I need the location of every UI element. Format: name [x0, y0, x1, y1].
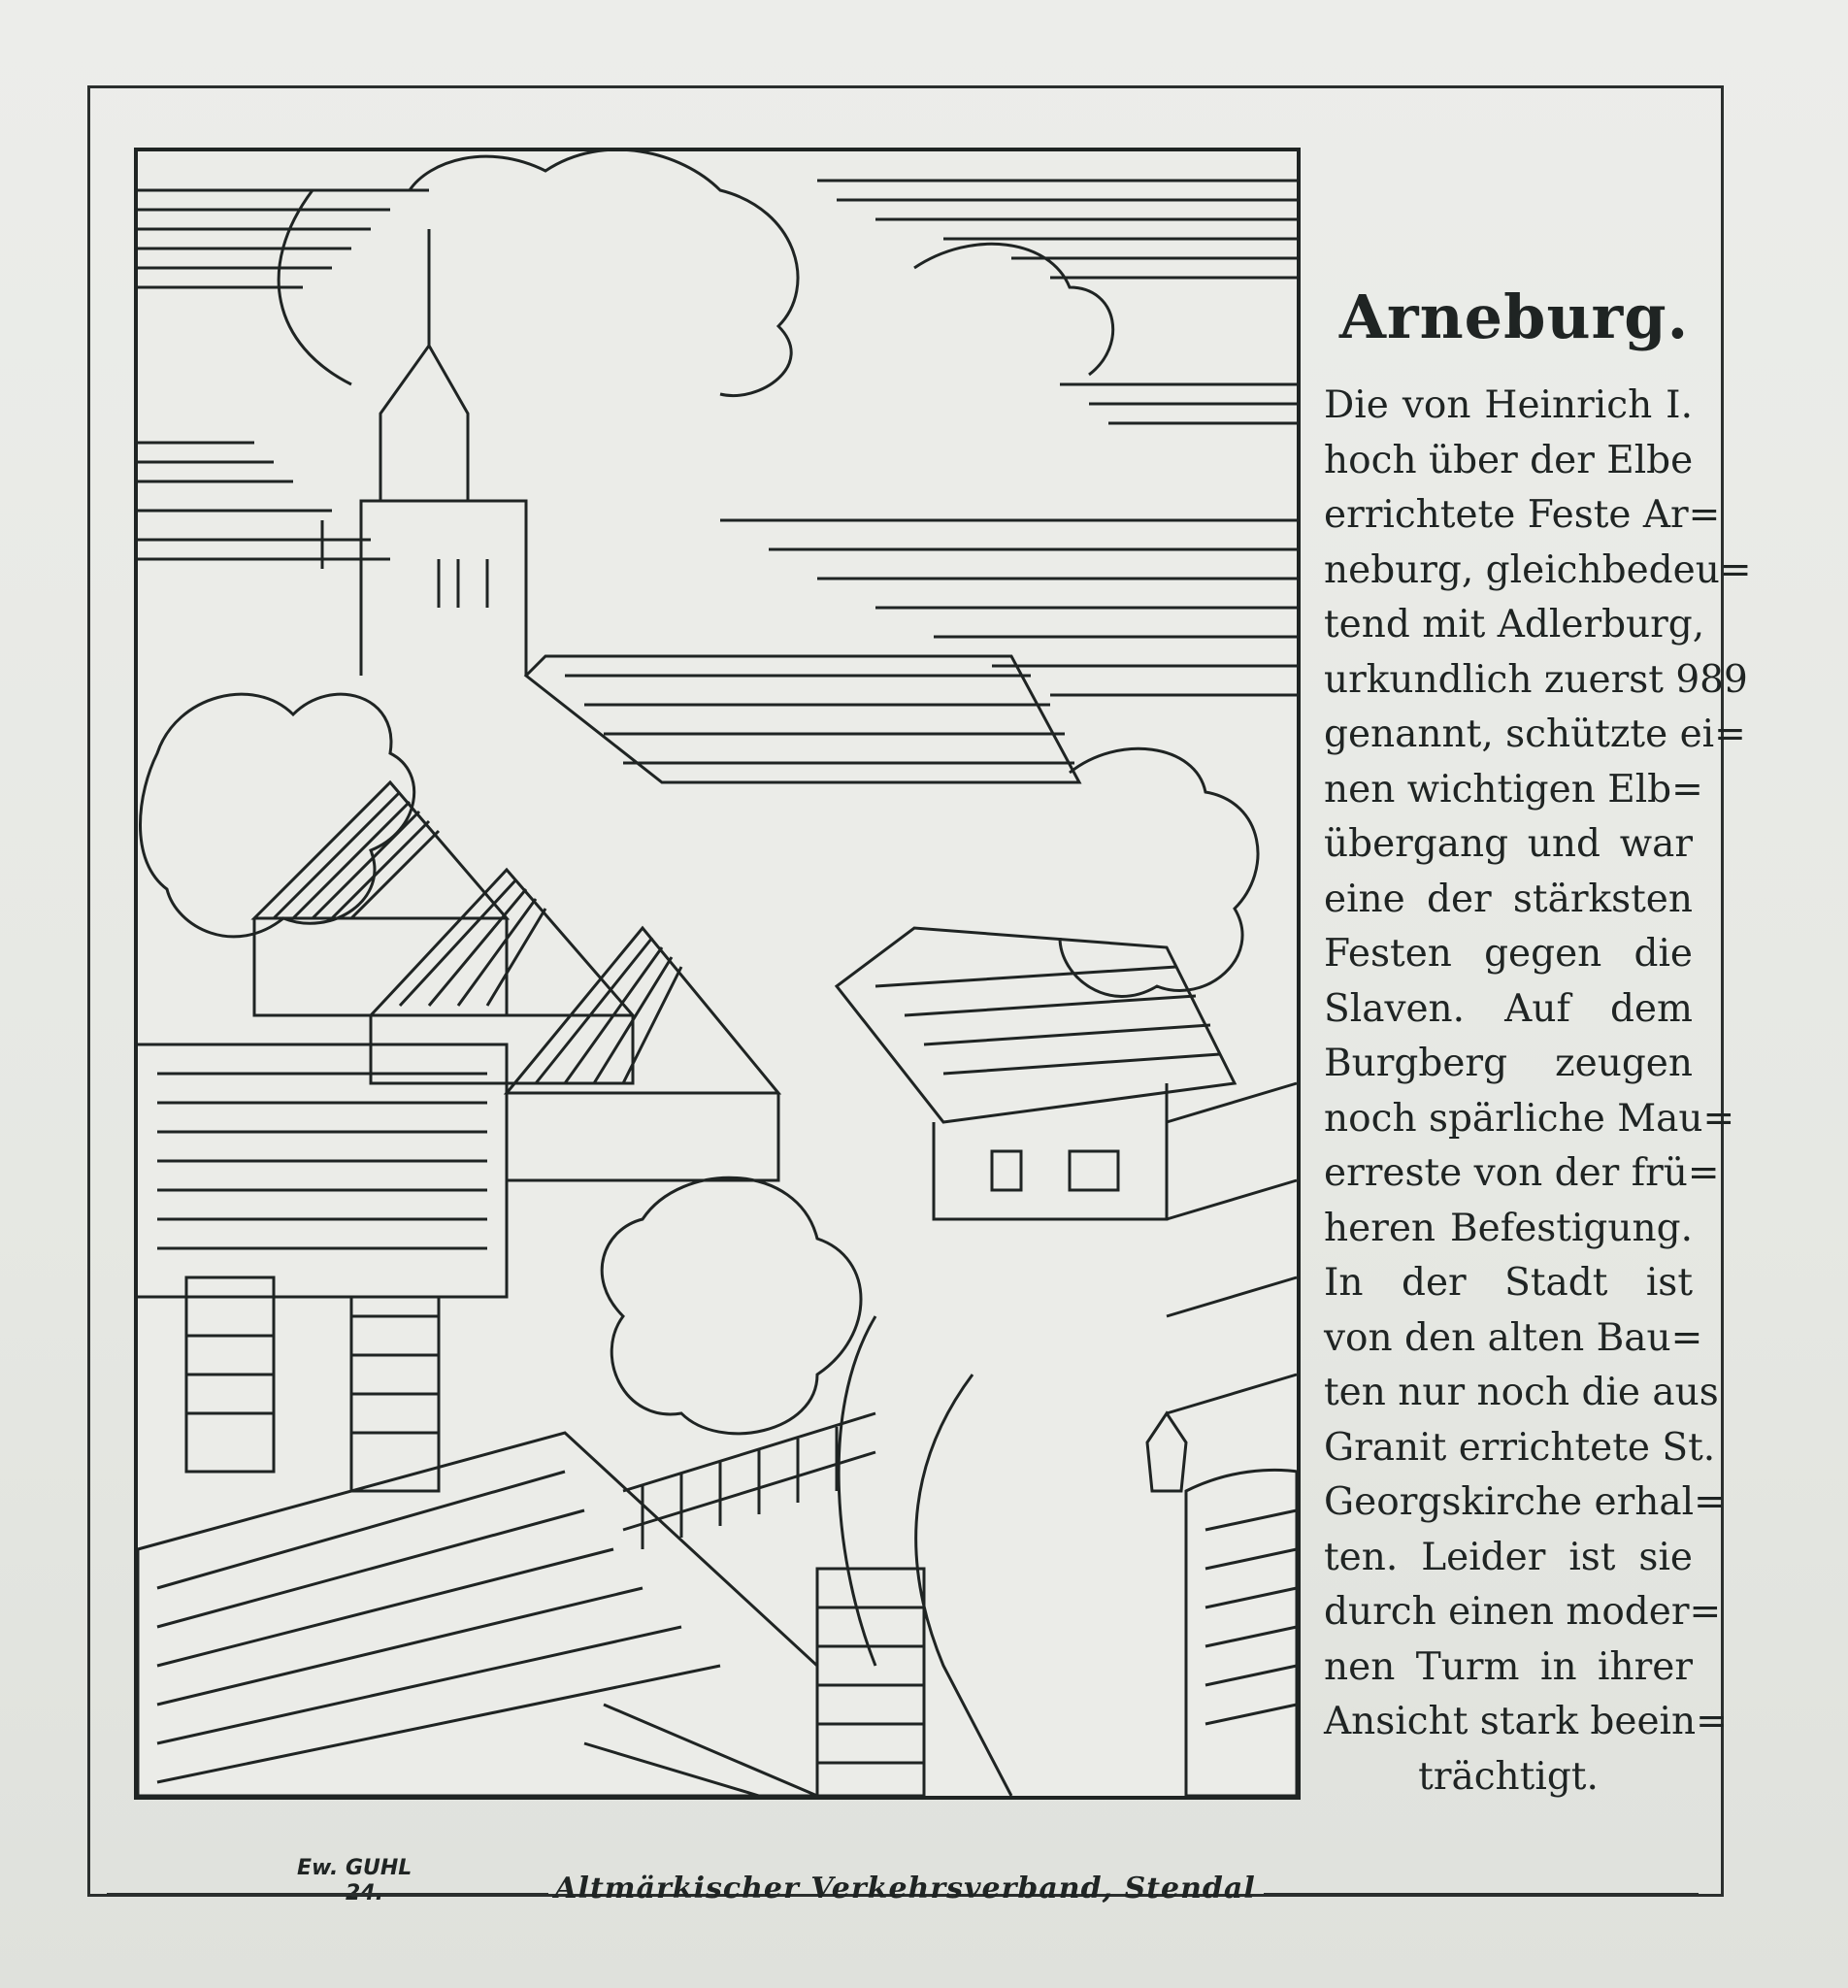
text-line: Georgskirche erhal=: [1324, 1480, 1726, 1524]
illustration-drawing: [138, 151, 1297, 1796]
text-line: durch einen moder=: [1324, 1590, 1722, 1634]
artist-signature: [297, 1856, 412, 1906]
text-line: heren Befestigung.: [1324, 1206, 1693, 1250]
text-line: erreste von der frü=: [1324, 1151, 1720, 1195]
text-line: neburg, gleichbedeu=: [1324, 547, 1752, 592]
signature-name: Ew. GUHL: [297, 1856, 412, 1880]
text-line: eine der stärksten: [1324, 877, 1693, 921]
text-line: nen wichtigen Elb=: [1324, 767, 1703, 812]
text-line: genannt, schützte ei=: [1324, 712, 1746, 756]
text-line: ten nur noch die aus: [1324, 1371, 1719, 1414]
text-line: noch spärliche Mau=: [1324, 1096, 1735, 1141]
text-line: übergang und war: [1324, 822, 1693, 866]
text-line: Festen gegen die: [1324, 932, 1693, 976]
text-line: errichtete Feste Ar=: [1324, 493, 1721, 537]
description-text: [1324, 379, 1752, 1805]
text-line: tend mit Adlerburg,: [1324, 603, 1705, 646]
text-line: In der Stadt ist: [1324, 1261, 1693, 1305]
text-line: ten. Leider ist sie: [1324, 1535, 1693, 1579]
text-line: von den alten Bau=: [1324, 1315, 1703, 1360]
text-line: Ansicht stark beein=: [1324, 1700, 1728, 1743]
signature-year: 24.: [346, 1881, 383, 1905]
text-line: Die von Heinrich I.: [1324, 383, 1693, 427]
footer-publisher: Altmärkischer Verkehrsverband, Stendal: [554, 1872, 1256, 1905]
text-line: Granit errichtete St.: [1324, 1425, 1716, 1470]
text-line: Burgberg zeugen: [1324, 1042, 1693, 1085]
footer-rule-right: [1264, 1893, 1699, 1896]
text-line: trächtigt.: [1418, 1754, 1599, 1799]
text-line: hoch über der Elbe: [1324, 438, 1694, 482]
page-title: Arneburg.: [1338, 282, 1690, 352]
footer-rule-left: [107, 1893, 548, 1896]
text-line: nen Turm in ihrer: [1324, 1644, 1693, 1689]
text-line: Slaven. Auf dem: [1324, 986, 1693, 1031]
text-line: urkundlich zuerst 989: [1324, 657, 1748, 702]
